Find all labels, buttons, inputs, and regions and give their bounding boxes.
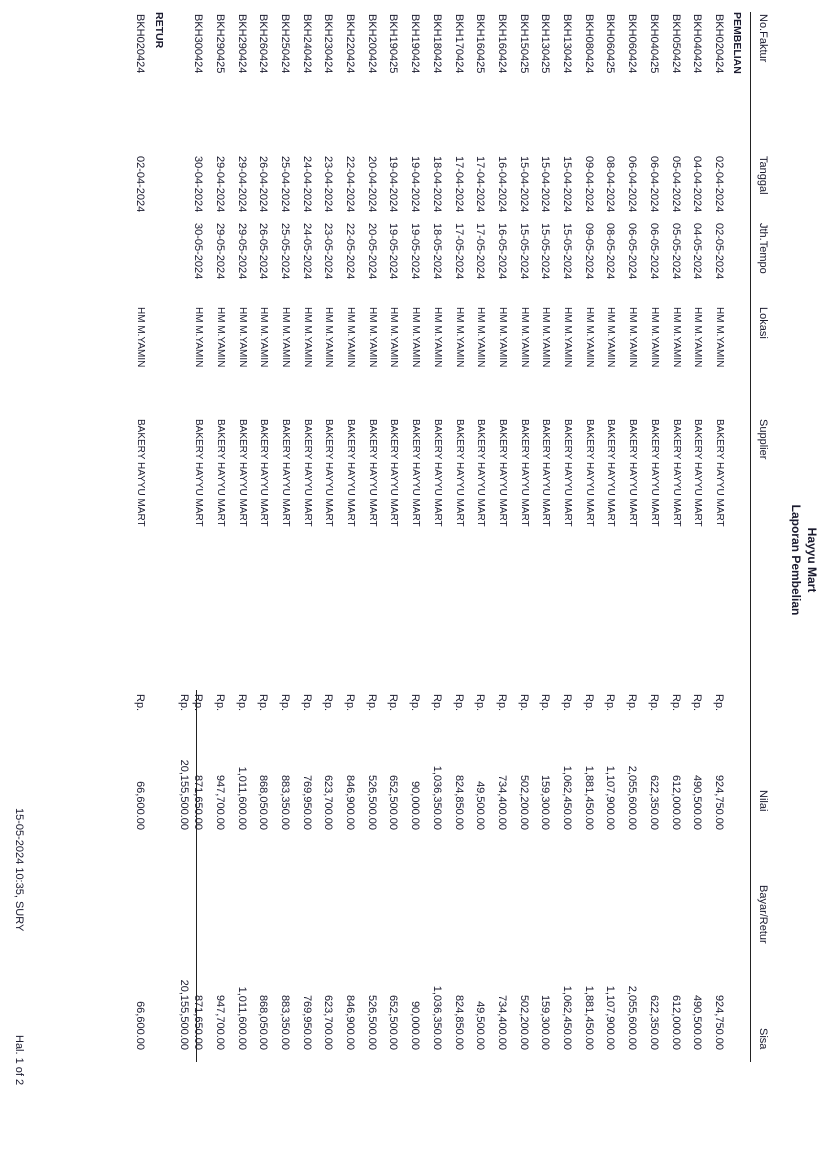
currency-cell: Rp. [669,694,682,712]
jth-tempo-cell: 02-05-2024 [713,223,725,280]
sisa-cell: 502,200.00 [517,994,530,1050]
header-bayar-retur: Bayar/Retur [757,885,769,944]
tanggal-cell: 29-04-2024 [235,156,248,213]
jth-tempo-cell: 15-05-2024 [561,223,574,280]
no-faktur-cell: BKH050424 [669,14,682,74]
tanggal-cell: 16-04-2024 [496,156,508,213]
jth-tempo-cell: 29-05-2024 [213,223,226,280]
sisa-cell: 871,650.00 [192,994,205,1050]
table-row [314,0,334,1120]
supplier-cell: BAKERY HAYYU MART [431,419,443,527]
no-faktur-cell: BKH240424 [300,14,313,74]
table-row [618,0,638,1120]
jth-tempo-cell: 19-05-2024 [409,223,422,280]
total-divider [196,690,197,1062]
sisa-cell: 1,011,600.00 [235,986,248,1050]
tanggal-cell: 26-04-2024 [257,156,270,213]
jth-tempo-cell: 08-05-2024 [604,223,617,280]
supplier-cell: BAKERY HAYYU MART [193,419,205,527]
table-row [531,0,551,1120]
currency-cell: Rp. [409,694,422,712]
tanggal-cell: 02-04-2024 [134,156,146,213]
tanggal-cell: 04-04-2024 [691,156,704,213]
jth-tempo-cell: 22-05-2024 [344,223,357,280]
tanggal-cell: 30-04-2024 [192,156,205,213]
tanggal-cell: 17-04-2024 [452,156,465,213]
nilai-cell: 883,350.00 [279,774,291,830]
sisa-cell: 622,350.00 [647,994,660,1050]
sisa-cell: 90,000.00 [409,1001,422,1050]
total-nilai: 20,155,500.00 [178,759,190,830]
print-timestamp: 15-05-2024 10:35, SURY [13,808,25,932]
currency-cell: Rp. [279,694,291,712]
table-row [510,0,530,1120]
sisa-cell: 824,850.00 [452,994,465,1050]
currency-cell: Rp. [604,694,617,712]
supplier-cell: BAKERY HAYYU MART [540,419,552,527]
supplier-cell: BAKERY HAYYU MART [518,419,530,527]
lokasi-cell: HM M.YAMIN [670,307,682,368]
currency-cell: Rp. [322,694,335,712]
lokasi-cell: HM M.YAMIN [388,307,400,368]
tanggal-cell: 19-04-2024 [387,156,400,213]
supplier-cell: BAKERY HAYYU MART [388,419,400,527]
nilai-cell: 1,011,600.00 [235,766,248,830]
tanggal-cell: 19-04-2024 [409,156,422,213]
no-faktur-cell: BKH180424 [430,14,443,74]
sisa-cell: 1,036,350.00 [430,985,443,1050]
section-pembelian-label: PEMBELIAN [731,12,743,74]
lokasi-cell: HM M.YAMIN [562,307,574,368]
header-divider [750,12,751,1062]
currency-cell: Rp. [344,694,357,712]
nilai-cell: 1,881,450.00 [582,765,595,830]
nilai-cell: 49,500.00 [474,781,487,830]
jth-tempo-cell: 25-05-2024 [279,223,291,280]
table-row [271,0,291,1120]
jth-tempo-cell: 06-05-2024 [647,223,660,280]
lokasi-cell: HM M.YAMIN [714,307,725,368]
jth-tempo-cell: 04-05-2024 [691,223,704,280]
nilai-cell: 652,500.00 [387,774,400,830]
table-row [206,0,226,1120]
currency-cell: Rp. [300,694,313,712]
header-no-faktur: No.Faktur [757,14,769,63]
sisa-cell: 49,500.00 [474,1001,487,1050]
nilai-cell: 947,700.00 [213,774,226,830]
lokasi-cell: HM M.YAMIN [345,307,357,368]
lokasi-cell: HM M.YAMIN [135,307,146,368]
currency-cell: Rp. [387,694,400,712]
sisa-cell: 947,700.00 [213,994,226,1050]
pembelian-total-row [170,0,190,1120]
jth-tempo-cell: 15-05-2024 [539,223,552,280]
nilai-cell: 612,000.00 [669,774,682,830]
sisa-cell: 883,350.00 [279,994,291,1050]
nilai-cell: 159,300.00 [539,774,552,830]
currency-cell: Rp. [257,694,270,712]
currency-cell: Rp. [713,694,725,712]
tanggal-cell: 18-04-2024 [430,156,443,213]
jth-tempo-cell: 17-05-2024 [474,223,487,280]
no-faktur-cell: BKH160425 [474,14,487,74]
supplier-cell: BAKERY HAYYU MART [301,419,313,527]
lokasi-cell: HM M.YAMIN [540,307,552,368]
table-row [575,0,595,1120]
lokasi-cell: HM M.YAMIN [692,307,704,368]
jth-tempo-cell: 15-05-2024 [517,223,530,280]
lokasi-cell: HM M.YAMIN [410,307,422,368]
no-faktur-cell: BKH040425 [647,14,660,74]
table-row [488,0,508,1120]
nilai-cell: 1,062,450.00 [561,765,574,830]
company-name: Hayyu Mart [805,527,819,593]
sisa-cell: 612,000.00 [669,994,682,1050]
nilai-cell: 66,600.00 [134,781,146,830]
no-faktur-cell: BKH260424 [257,14,270,74]
table-row [249,0,269,1120]
supplier-cell: BAKERY HAYYU MART [648,419,660,527]
nilai-cell: 1,107,900.00 [604,765,617,830]
total-currency: Rp. [178,694,190,712]
jth-tempo-cell: 16-05-2024 [496,223,508,280]
table-row [683,0,703,1120]
lokasi-cell: HM M.YAMIN [258,307,270,368]
nilai-cell: 871,650.00 [192,774,205,830]
tanggal-cell: 17-04-2024 [474,156,487,213]
currency-cell: Rp. [691,694,704,712]
nilai-cell: 846,900.00 [344,774,357,830]
tanggal-cell: 29-04-2024 [213,156,226,213]
supplier-cell: BAKERY HAYYU MART [323,419,335,527]
table-row [401,0,421,1120]
lokasi-cell: HM M.YAMIN [214,307,226,368]
table-row [640,0,660,1120]
no-faktur-cell: BKH020424 [713,14,725,74]
nilai-cell: 824,850.00 [452,774,465,830]
tanggal-cell: 23-04-2024 [322,156,335,213]
sisa-cell: 526,500.00 [365,994,378,1050]
jth-tempo-cell: 18-05-2024 [430,223,443,280]
tanggal-cell: 20-04-2024 [365,156,378,213]
no-faktur-cell: BKH230424 [322,14,335,74]
supplier-cell: BAKERY HAYYU MART [714,419,725,527]
lokasi-cell: HM M.YAMIN [627,307,639,368]
lokasi-cell: HM M.YAMIN [518,307,530,368]
no-faktur-cell: BKH200424 [365,14,378,74]
no-faktur-cell: BKH190424 [409,14,422,74]
no-faktur-cell: BKH060425 [604,14,617,74]
nilai-cell: 924,750.00 [713,774,725,830]
sisa-cell: 1,107,900.00 [604,985,617,1050]
sisa-cell: 769,950.00 [300,994,313,1050]
lokasi-cell: HM M.YAMIN [583,307,595,368]
table-row [293,0,313,1120]
sisa-cell: 1,881,450.00 [582,985,595,1050]
supplier-cell: BAKERY HAYYU MART [583,419,595,527]
jth-tempo-cell: 19-05-2024 [387,223,400,280]
supplier-cell: BAKERY HAYYU MART [497,419,508,527]
page-number: Hal. 1 of 2 [13,1035,25,1086]
currency-cell: Rp. [496,694,508,712]
table-row [336,0,356,1120]
tanggal-cell: 15-04-2024 [561,156,574,213]
no-faktur-cell: BKH290424 [235,14,248,74]
nilai-cell: 526,500.00 [365,774,378,830]
jth-tempo-cell: 26-05-2024 [257,223,270,280]
table-row [662,0,682,1120]
supplier-cell: BAKERY HAYYU MART [692,419,704,527]
tanggal-cell: 06-04-2024 [647,156,660,213]
supplier-cell: BAKERY HAYYU MART [345,419,357,527]
tanggal-cell: 05-04-2024 [669,156,682,213]
sisa-cell: 66,600.00 [134,1001,146,1050]
nilai-cell: 1,036,350.00 [430,765,443,830]
nilai-cell: 622,350.00 [647,774,660,830]
lokasi-cell: HM M.YAMIN [301,307,313,368]
no-faktur-cell: BKH040424 [691,14,704,74]
jth-tempo-cell: 24-05-2024 [300,223,313,280]
table-row [228,0,248,1120]
report-title: Laporan Pembelian [789,504,803,616]
table-row [423,0,443,1120]
sisa-cell: 734,400.00 [496,994,508,1050]
no-faktur-cell: BKH170424 [452,14,465,74]
supplier-cell: BAKERY HAYYU MART [258,419,270,527]
supplier-cell: BAKERY HAYYU MART [214,419,226,527]
currency-cell: Rp. [561,694,574,712]
lokasi-cell: HM M.YAMIN [605,307,617,368]
supplier-cell: BAKERY HAYYU MART [280,419,291,527]
supplier-cell: BAKERY HAYYU MART [670,419,682,527]
lokasi-cell: HM M.YAMIN [648,307,660,368]
sisa-cell: 159,300.00 [539,994,552,1050]
jth-tempo-cell: 06-05-2024 [626,223,639,280]
no-faktur-cell: BKH220424 [344,14,357,74]
jth-tempo-cell: 23-05-2024 [322,223,335,280]
header-jth-tempo: Jth.Tempo [757,223,769,274]
header-supplier: Supplier [757,419,769,460]
header-nilai: Nilai [757,790,769,812]
lokasi-cell: HM M.YAMIN [453,307,465,368]
no-faktur-cell: BKH250424 [279,14,291,74]
no-faktur-cell: BKH020424 [134,14,146,74]
tanggal-cell: 22-04-2024 [344,156,357,213]
lokasi-cell: HM M.YAMIN [475,307,487,368]
no-faktur-cell: BKH160424 [496,14,508,74]
table-row [553,0,573,1120]
supplier-cell: BAKERY HAYYU MART [562,419,574,527]
currency-cell: Rp. [430,694,443,712]
jth-tempo-cell: 09-05-2024 [582,223,595,280]
nilai-cell: 90,000.00 [409,781,422,830]
lokasi-cell: HM M.YAMIN [497,307,508,368]
tanggal-cell: 06-04-2024 [626,156,639,213]
supplier-cell: BAKERY HAYYU MART [605,419,617,527]
supplier-cell: BAKERY HAYYU MART [627,419,639,527]
lokasi-cell: HM M.YAMIN [236,307,248,368]
nilai-cell: 868,050.00 [257,774,270,830]
no-faktur-cell: BKH060424 [626,14,639,74]
section-retur-label: RETUR [153,12,165,49]
no-faktur-cell: BKH290425 [213,14,226,74]
sisa-cell: 924,750.00 [713,994,725,1050]
sisa-cell: 1,062,450.00 [561,985,574,1050]
table-row [705,0,725,1120]
no-faktur-cell: BKH130425 [539,14,552,74]
jth-tempo-cell: 05-05-2024 [669,223,682,280]
supplier-cell: BAKERY HAYYU MART [366,419,378,527]
lokasi-cell: HM M.YAMIN [323,307,335,368]
nilai-cell: 769,950.00 [300,774,313,830]
no-faktur-cell: BKH190425 [387,14,400,74]
lokasi-cell: HM M.YAMIN [431,307,443,368]
jth-tempo-cell: 29-05-2024 [235,223,248,280]
supplier-cell: BAKERY HAYYU MART [475,419,487,527]
sisa-cell: 846,900.00 [344,994,357,1050]
table-row [358,0,378,1120]
nilai-cell: 2,055,600.00 [626,765,639,830]
tanggal-cell: 09-04-2024 [582,156,595,213]
header-tanggal: Tanggal [757,156,769,195]
currency-cell: Rp. [452,694,465,712]
no-faktur-cell: BKH080424 [582,14,595,74]
nilai-cell: 502,200.00 [517,774,530,830]
nilai-cell: 490,500.00 [691,774,704,830]
lokasi-cell: HM M.YAMIN [193,307,205,368]
sisa-cell: 652,500.00 [387,994,400,1050]
tanggal-cell: 08-04-2024 [604,156,617,213]
no-faktur-cell: BKH130424 [561,14,574,74]
nilai-cell: 623,700.00 [322,774,335,830]
currency-cell: Rp. [626,694,639,712]
jth-tempo-cell: 30-05-2024 [192,223,205,280]
currency-cell: Rp. [582,694,595,712]
supplier-cell: BAKERY HAYYU MART [410,419,422,527]
header-sisa: Sisa [757,1028,769,1050]
no-faktur-cell: BKH300424 [192,14,205,74]
lokasi-cell: HM M.YAMIN [280,307,291,368]
currency-cell: Rp. [365,694,378,712]
tanggal-cell: 24-04-2024 [300,156,313,213]
no-faktur-cell: BKH150425 [517,14,530,74]
sisa-cell: 623,700.00 [322,994,335,1050]
currency-cell: Rp. [213,694,226,712]
currency-cell: Rp. [517,694,530,712]
total-sisa: 20,155,500.00 [178,979,190,1050]
header-lokasi: Lokasi [757,307,769,339]
supplier-cell: BAKERY HAYYU MART [453,419,465,527]
currency-cell: Rp. [539,694,552,712]
currency-cell: Rp. [192,694,205,712]
jth-tempo-cell: 17-05-2024 [452,223,465,280]
currency-cell: Rp. [134,694,146,712]
supplier-cell: BAKERY HAYYU MART [236,419,248,527]
table-row [126,0,146,1120]
supplier-cell: BAKERY HAYYU MART [135,419,146,527]
sisa-cell: 490,500.00 [691,994,704,1050]
table-row [597,0,617,1120]
sisa-cell: 2,055,600.00 [626,985,639,1050]
tanggal-cell: 15-04-2024 [517,156,530,213]
tanggal-cell: 25-04-2024 [279,156,291,213]
tanggal-cell: 02-04-2024 [713,156,725,213]
table-row [380,0,400,1120]
table-row [466,0,486,1120]
currency-cell: Rp. [474,694,487,712]
nilai-cell: 734,400.00 [496,774,508,830]
tanggal-cell: 15-04-2024 [539,156,552,213]
currency-cell: Rp. [235,694,248,712]
sisa-cell: 868,050.00 [257,994,270,1050]
table-row [445,0,465,1120]
lokasi-cell: HM M.YAMIN [366,307,378,368]
jth-tempo-cell: 20-05-2024 [365,223,378,280]
currency-cell: Rp. [647,694,660,712]
